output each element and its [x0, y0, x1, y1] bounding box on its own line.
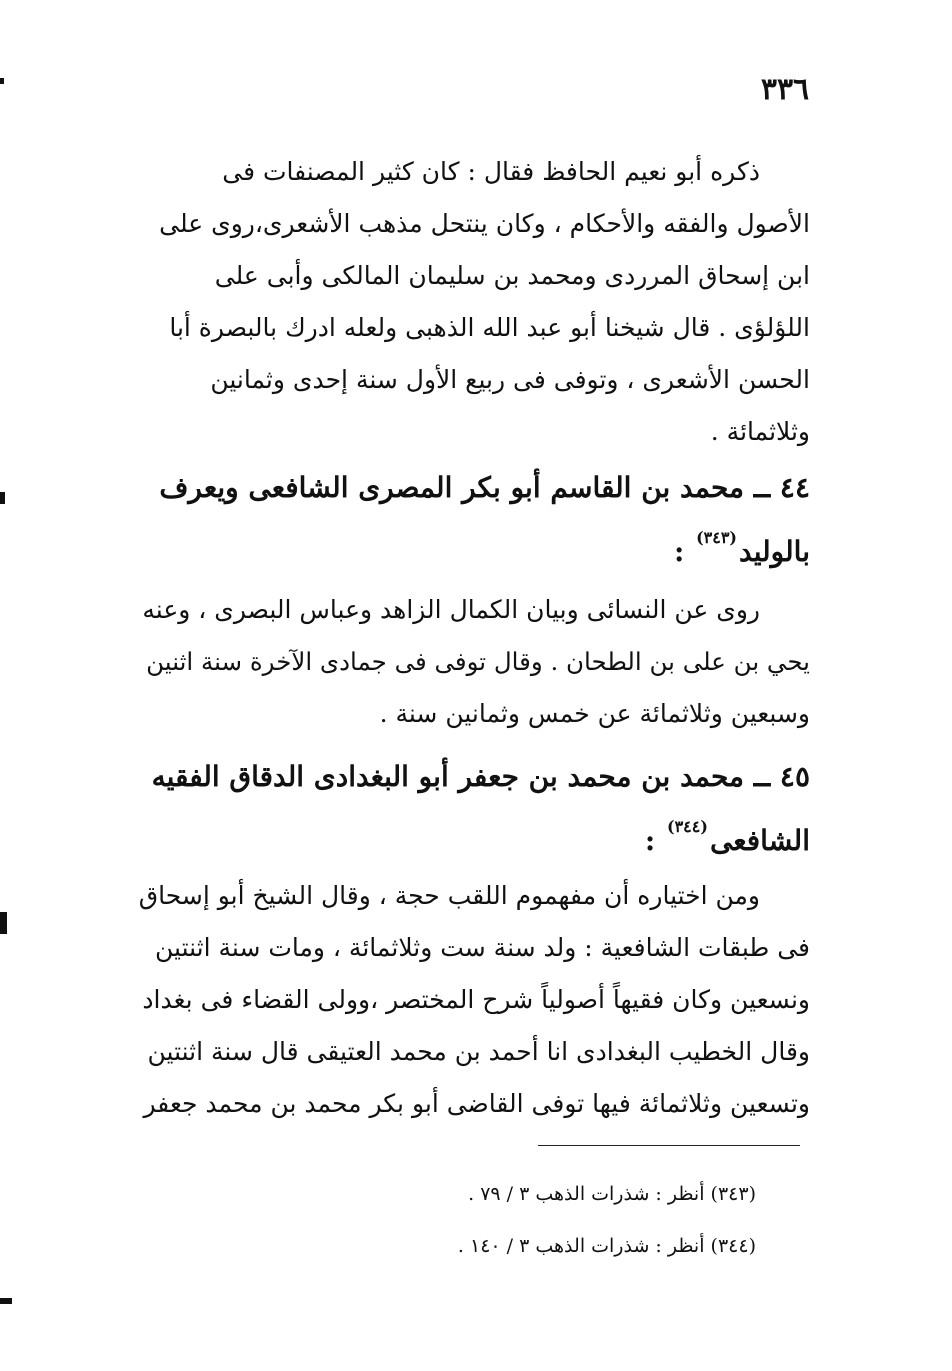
- scan-mark: [0, 1298, 12, 1304]
- text-line: وسبعين وثلاثمائة عن خمس وثمانين سنة .: [379, 699, 810, 728]
- entry-heading-44: [138, 463, 810, 577]
- heading-line: ٤٤ ــ محمد بن القاسم أبو بكر المصرى الشافعى ويعرف: [159, 471, 810, 504]
- text-line: ابن إسحاق المرردى ومحمد بن سليمان المالكى وأبى على: [214, 261, 810, 290]
- text-line: روى عن النسائى وبيان الكمال الزاهد وعباس البصرى ، وعنه: [142, 595, 760, 624]
- paragraph-narrators: [138, 584, 810, 740]
- footnote-ref: (٣٤٣): [696, 528, 737, 547]
- text-line: ذكره أبو نعيم الحافظ فقال : كان كثير المصنفات فى: [222, 157, 760, 186]
- footnote: (٣٤٤) أنظر : شذرات الذهب ٣ / ١٤٠ .: [457, 1235, 756, 1257]
- text-line: الحسن الأشعرى ، وتوفى فى ربيع الأول سنة إحدى وثمانين: [210, 365, 810, 394]
- text-line: اللؤلؤى . قال شيخنا أبو عبد الله الذهبى ولعله ادرك بالبصرة أبا: [169, 313, 810, 342]
- text-line: يحي بن على بن الطحان . وقال توفى فى جمادى الآخرة سنة اثنين: [146, 647, 810, 676]
- text-line: وتسعين وثلاثمائة فيها توفى القاضى أبو بكر محمد بن محمد جعفر: [143, 1089, 810, 1118]
- entry-heading-45: [138, 752, 810, 866]
- paragraph-abu-nuaim: [138, 146, 810, 458]
- scan-mark: [0, 78, 4, 84]
- footnote-divider: [538, 1145, 800, 1146]
- heading-name: بالوليد: [739, 535, 810, 568]
- scan-mark: [0, 492, 5, 504]
- heading-line: [138, 513, 810, 577]
- footnote: (٣٤٣) أنظر : شذرات الذهب ٣ / ٧٩ .: [468, 1183, 756, 1205]
- text-line: وقال الخطيب البغدادى انا أحمد بن محمد العتيقى قال سنة اثنتين: [147, 1037, 810, 1066]
- text-line: ونسعين وكان فقيهاً أصولياً شرح المختصر ،وولى القضاء فى بغداد: [142, 985, 810, 1014]
- heading-line: ٤٥ ــ محمد بن محمد بن جعفر أبو البغدادى الدقاق الفقيه: [151, 760, 810, 793]
- heading-colon: :: [673, 535, 685, 568]
- heading-name: الشافعى: [709, 824, 810, 857]
- footnote-ref: (٣٤٤): [667, 817, 708, 836]
- scan-mark: [0, 912, 7, 934]
- heading-colon: :: [644, 824, 656, 857]
- text-line: وثلاثمائة .: [710, 417, 810, 446]
- paragraph-ikhtiyar: [138, 870, 810, 1130]
- heading-line: [138, 802, 810, 866]
- footnotes: [380, 1168, 756, 1272]
- text-line: الأصول والفقه والأحكام ، وكان ينتحل مذهب الأشعرى،روى على: [159, 209, 810, 238]
- page-number: ٣٣٦: [760, 72, 810, 107]
- text-line: فى طبقات الشافعية : ولد سنة ست وثلاثمائة ، ومات سنة اثنتين: [155, 933, 810, 962]
- text-line: ومن اختياره أن مفهموم اللقب حجة ، وقال الشيخ أبو إسحاق: [138, 881, 760, 910]
